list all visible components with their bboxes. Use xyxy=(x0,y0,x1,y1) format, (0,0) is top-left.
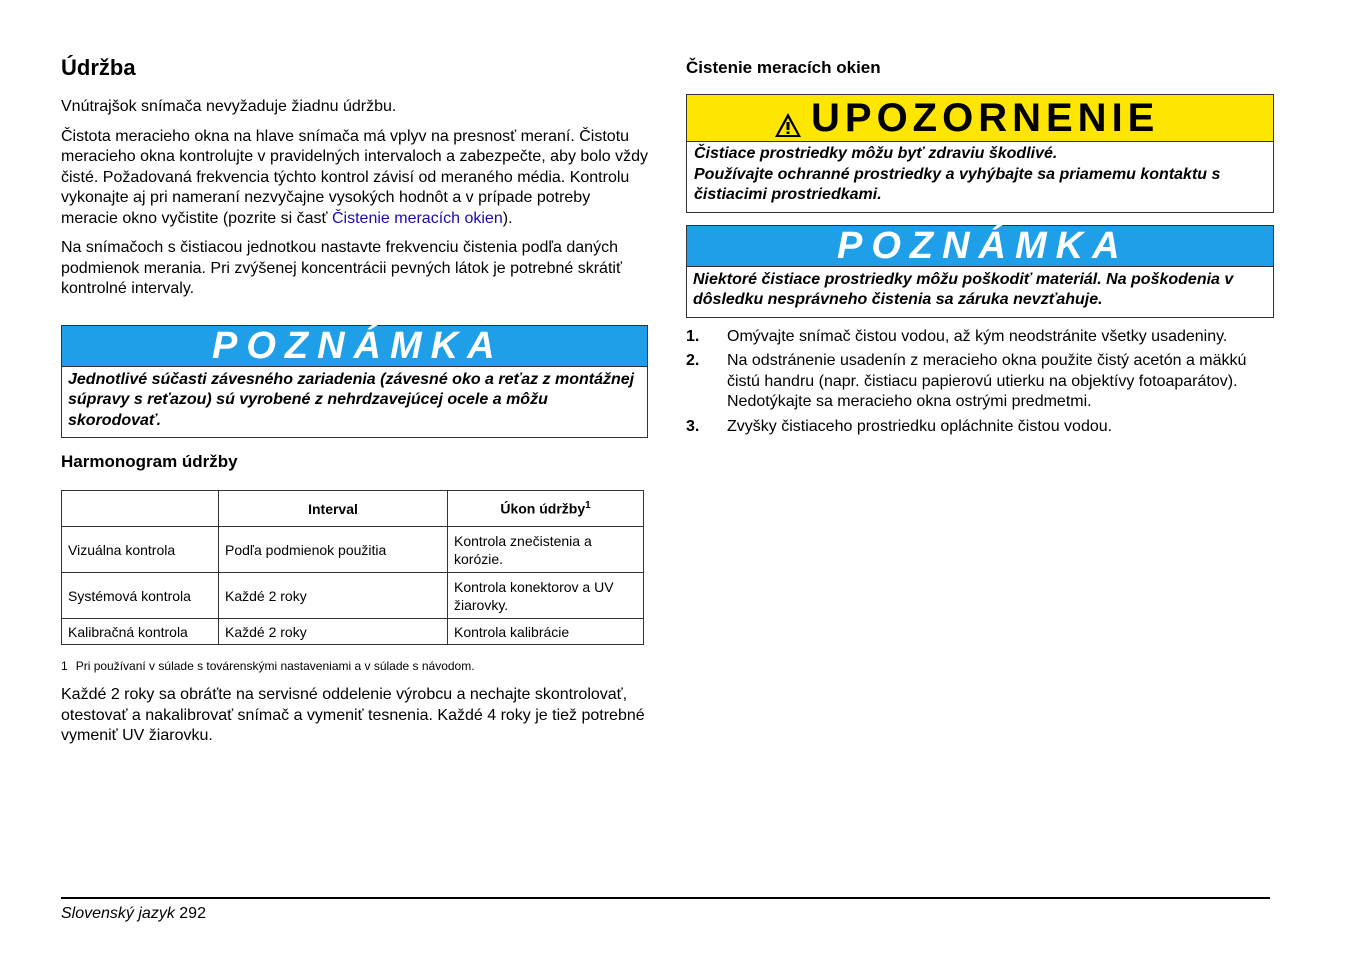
table-cell: Systémová kontrola xyxy=(62,573,219,619)
paragraph-text: Čistota meracieho okna na hlave snímača má vplyv na presnosť meraní. Čistotu meracieho okna kontrolujte v pravidelných intervaloch a zabezpečte, aby bolo vždy čisté. Požadovaná frekvencia týchto kontrol závisí od meraného média. Kontrolu vykonajte aj pri nameraní nezvyčajne vysokých hodnôt a v prípade potreby meracie okno vyčistite (pozrite si časť xyxy=(61,127,648,227)
footnote-number: 1 xyxy=(61,659,68,673)
warning-triangle-icon xyxy=(774,103,802,149)
warning-line-2: Používajte ochranné prostriedky a vyhýbajte sa priamemu kontaktu s čistiacimi prostriedkami. xyxy=(694,165,1221,203)
step-number: 2. xyxy=(686,352,700,369)
table-row xyxy=(62,573,644,619)
footnote-marker: 1 xyxy=(585,500,591,512)
page-number: 292 xyxy=(179,905,206,922)
footnote-text: Pri používaní v súlade s továrenskými nastaveniami a v súlade s návodom. xyxy=(75,659,475,673)
table-header-empty xyxy=(62,491,219,527)
table-cell: Každé 2 roky xyxy=(219,619,448,645)
left-column xyxy=(61,55,648,756)
table-cell: Kontrola znečistenia a korózie. xyxy=(448,527,644,573)
warning-box xyxy=(686,94,1274,213)
step-text: Zvyšky čistiaceho prostriedku opláchnite čistou vodou. xyxy=(727,417,1113,435)
warning-heading: UPOZORNENIE xyxy=(811,96,1160,140)
footer-language: Slovenský jazyk xyxy=(61,905,175,922)
table-cell: Kalibračná kontrola xyxy=(62,619,219,645)
list-item xyxy=(686,327,1274,348)
paragraph-interior: Vnútrajšok snímača nevyžaduje žiadnu údržbu. xyxy=(61,98,397,115)
cleaning-windows-link[interactable]: Čistenie meracích okien xyxy=(331,209,503,227)
paragraph-window-cleanliness xyxy=(61,127,648,230)
step-text: Omývajte snímač čistou vodou, až kým neodstránite všetky usadeniny. xyxy=(727,327,1228,345)
step-text: Na odstránenie usadenín z meracieho okna použite čistý acetón a mäkkú čistú handru (napr. čistiacu papierovú utierku na objektívy fotoaparátov). Nedotýkajte sa meracieho okna ostrými predmetmi. xyxy=(727,352,1247,410)
page-footer xyxy=(61,905,206,923)
paragraph-cleaning-frequency: Na snímačoch s čistiacou jednotkou nastavte frekvenciu čistenia podľa daných podmienok merania. Pri zvýšenej koncentrácii pevných látok je potrebné skrátiť kontrolné intervaly. xyxy=(61,239,622,297)
footer-divider xyxy=(61,897,1270,899)
section-title: Údržba xyxy=(61,55,136,80)
header-task-label: Úkon údržby xyxy=(500,500,586,517)
step-number: 1. xyxy=(686,327,700,345)
note-text: Niektoré čistiace prostriedky môžu poškodiť materiál. Na poškodenia v dôsledku nesprávneho čistenia sa záruka nevzťahuje. xyxy=(693,270,1234,308)
table-cell: Kontrola kalibrácie xyxy=(448,619,644,645)
table-footnote xyxy=(61,659,648,673)
table-cell: Kontrola konektorov a UV žiarovky. xyxy=(448,573,644,619)
note-text: Jednotlivé súčasti závesného zariadenia (závesné oko a reťaz z montážnej súpravy s reťazou) sú vyrobené z nehrdzavejúcej ocele a môžu skorodovať. xyxy=(68,370,635,429)
note-heading: POZNÁMKA xyxy=(687,226,1273,267)
schedule-heading: Harmonogram údržby xyxy=(61,452,238,471)
warning-text xyxy=(687,142,1273,212)
right-column xyxy=(686,55,1274,441)
cleaning-steps xyxy=(686,327,1274,438)
warning-heading-bar xyxy=(687,95,1273,142)
table-header-interval: Interval xyxy=(219,491,448,527)
step-number: 3. xyxy=(686,417,700,435)
paragraph-text-end: ). xyxy=(502,209,513,227)
table-cell: Vizuálna kontrola xyxy=(62,527,219,573)
note-box-right xyxy=(686,225,1274,318)
list-item xyxy=(686,351,1274,413)
table-header-task xyxy=(448,491,644,527)
table-row xyxy=(62,619,644,645)
list-item xyxy=(686,417,1274,438)
note-heading: POZNÁMKA xyxy=(62,326,647,367)
cleaning-title: Čistenie meracích okien xyxy=(686,58,881,77)
table-row xyxy=(62,527,644,573)
note-box-left xyxy=(61,325,648,439)
table-cell: Každé 2 roky xyxy=(219,573,448,619)
table-cell: Podľa podmienok použitia xyxy=(219,527,448,573)
warning-line-1: Čistiace prostriedky môžu byť zdraviu škodlivé. xyxy=(694,145,1058,162)
maintenance-schedule-table xyxy=(61,490,644,645)
table-header-row xyxy=(62,491,644,527)
paragraph-service: Každé 2 roky sa obráťte na servisné oddelenie výrobcu a nechajte skontrolovať, otestovať a nakalibrovať snímač a vymeniť tesnenia. Každé 4 roky je tiež potrebné vymeniť UV žiarovku. xyxy=(61,686,645,744)
